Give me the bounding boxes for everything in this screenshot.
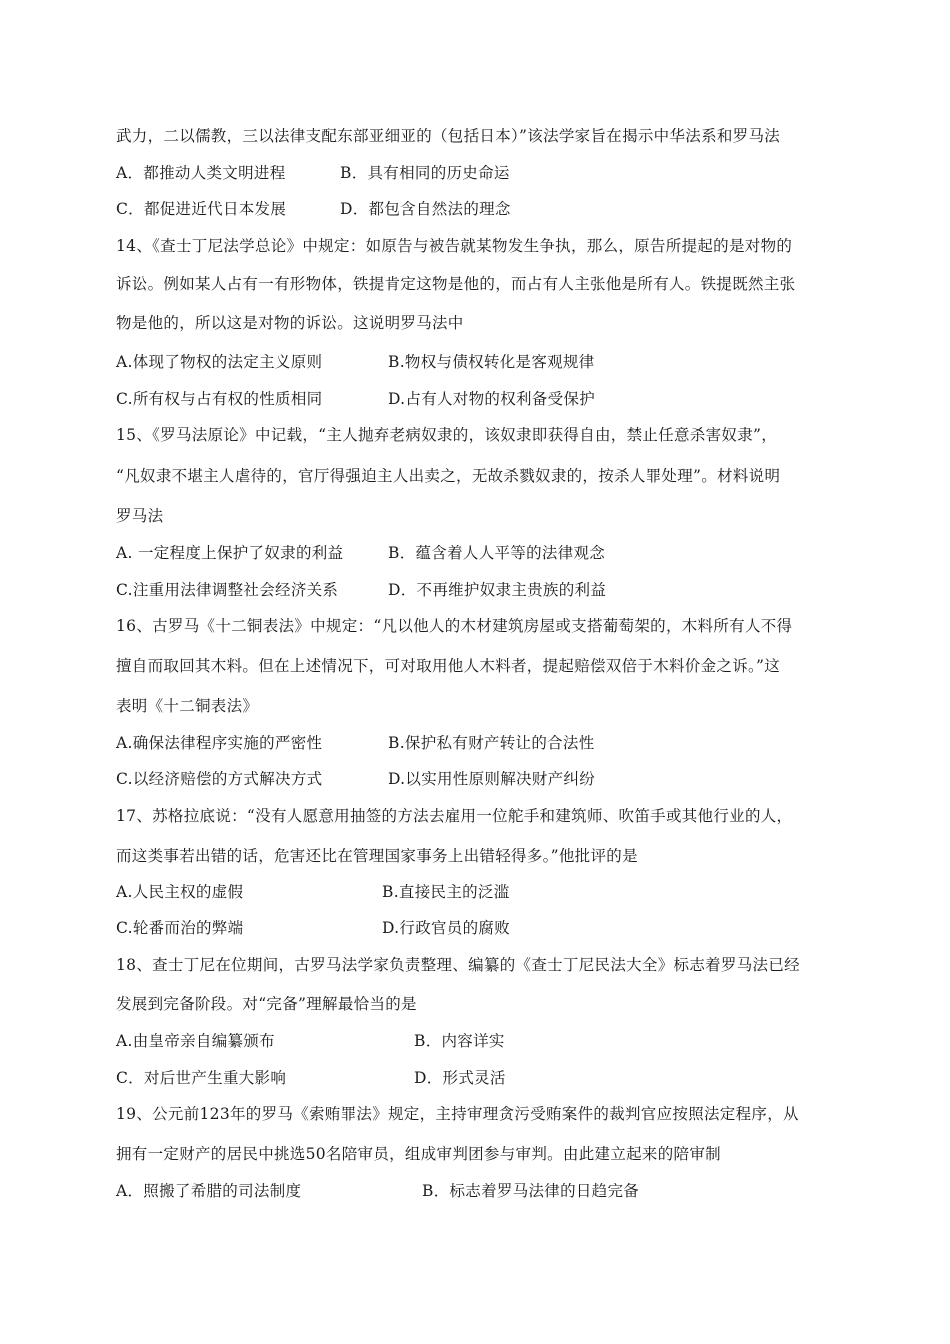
q15-stem-line: “凡奴隶不堪主人虐待的，官厅得强迫主人出卖之，无故杀戮奴隶的，按杀人罪处理”。材料说明	[116, 467, 781, 485]
q19-option-a: A．照搬了希腊的司法制度	[116, 1182, 302, 1200]
q17-option-d: D.行政官员的腐败	[382, 919, 511, 937]
q13-option-d: D．都包含自然法的理念	[340, 200, 511, 218]
q15-option-c: C.注重用法律调整社会经济关系	[116, 581, 339, 599]
q16-option-a: A.确保法律程序实施的严密性	[116, 734, 323, 752]
q14-option-c: C.所有权与占有权的性质相同	[116, 390, 323, 408]
q13-option-c: C．都促进近代日本发展	[116, 200, 287, 218]
q15-option-b: B．蕴含着人人平等的法律观念	[388, 544, 606, 562]
q16-option-d: D.以实用性原则解决财产纠纷	[388, 770, 596, 788]
q13-stem-line: 武力，二以儒教，三以法律支配东部亚细亚的（包括日本）”该法学家旨在揭示中华法系和罗马法	[116, 127, 781, 145]
q14-option-b: B.物权与债权转化是客观规律	[388, 353, 595, 371]
q18-option-b: B．内容详实	[414, 1032, 505, 1050]
q18-option-c: C．对后世产生重大影响	[116, 1069, 287, 1087]
q14-stem-line: 14、《查士丁尼法学总论》中规定：如原告与被告就某物发生争执，那么，原告所提起的是对物的	[116, 237, 793, 255]
q19-option-b: B．标志着罗马法律的日趋完备	[422, 1182, 640, 1200]
q14-option-d: D.占有人对物的权利备受保护	[388, 390, 596, 408]
q16-option-b: B.保护私有财产转让的合法性	[388, 734, 595, 752]
q18-option-d: D．形式灵活	[414, 1069, 506, 1087]
q16-option-c: C.以经济赔偿的方式解决方式	[116, 770, 323, 788]
q16-stem-line: 擅自而取回其木料。但在上述情况下，可对取用他人木料者，提起赔偿双倍于木料价金之诉。”这	[116, 657, 781, 675]
q16-stem-line: 16、古罗马《十二铜表法》中规定：“凡以他人的木材建筑房屋或支搭葡萄架的，木料所有人不得	[116, 617, 793, 635]
q19-stem-line: 19、公元前123年的罗马《索贿罪法》规定，主持审理贪污受贿案件的裁判官应按照法定程序，从	[116, 1105, 799, 1123]
q15-stem-line: 罗马法	[116, 507, 164, 525]
q16-stem-line: 表明《十二铜表法》	[116, 697, 259, 715]
q14-option-a: A.体现了物权的法定主义原则	[116, 353, 323, 371]
q17-option-a: A.人民主权的虚假	[116, 883, 244, 901]
q14-stem-line: 物是他的，所以这是对物的诉讼。这说明罗马法中	[116, 314, 464, 332]
q13-option-b: B．具有相同的历史命运	[340, 164, 510, 182]
q17-stem-line: 而这类事若出错的话，危害还比在管理国家事务上出错轻得多。”他批评的是	[116, 847, 638, 865]
q13-option-a: A．都推动人类文明进程	[116, 164, 286, 182]
q19-stem-line: 拥有一定财产的居民中挑选50名陪审员，组成审判团参与审判。由此建立起来的陪审制	[116, 1145, 721, 1163]
q18-stem-line: 18、查士丁尼在位期间，古罗马法学家负责整理、编纂的《查士丁尼民法大全》标志着罗马法已经	[116, 956, 800, 974]
q15-option-a: A. 一定程度上保护了奴隶的利益	[116, 544, 344, 562]
q15-option-d: D．不再维护奴隶主贵族的利益	[388, 581, 607, 599]
q17-option-b: B.直接民主的泛滥	[382, 883, 510, 901]
q17-option-c: C.轮番而治的弊端	[116, 919, 244, 937]
q14-stem-line: 诉讼。例如某人占有一有形物体，铁提肯定这物是他的，而占有人主张他是所有人。铁提既然主张	[116, 275, 796, 293]
q18-stem-line: 发展到完备阶段。对“完备”理解最恰当的是	[116, 995, 417, 1013]
q15-stem-line: 15、《罗马法原论》中记载，“主人抛弃老病奴隶的，该奴隶即获得自由，禁止任意杀害奴隶”，	[116, 426, 778, 444]
q18-option-a: A.由皇帝亲自编纂颁布	[116, 1032, 275, 1050]
q17-stem-line: 17、苏格拉底说：“没有人愿意用抽签的方法去雇用一位舵手和建筑师、吹笛手或其他行业的人，	[116, 807, 793, 825]
